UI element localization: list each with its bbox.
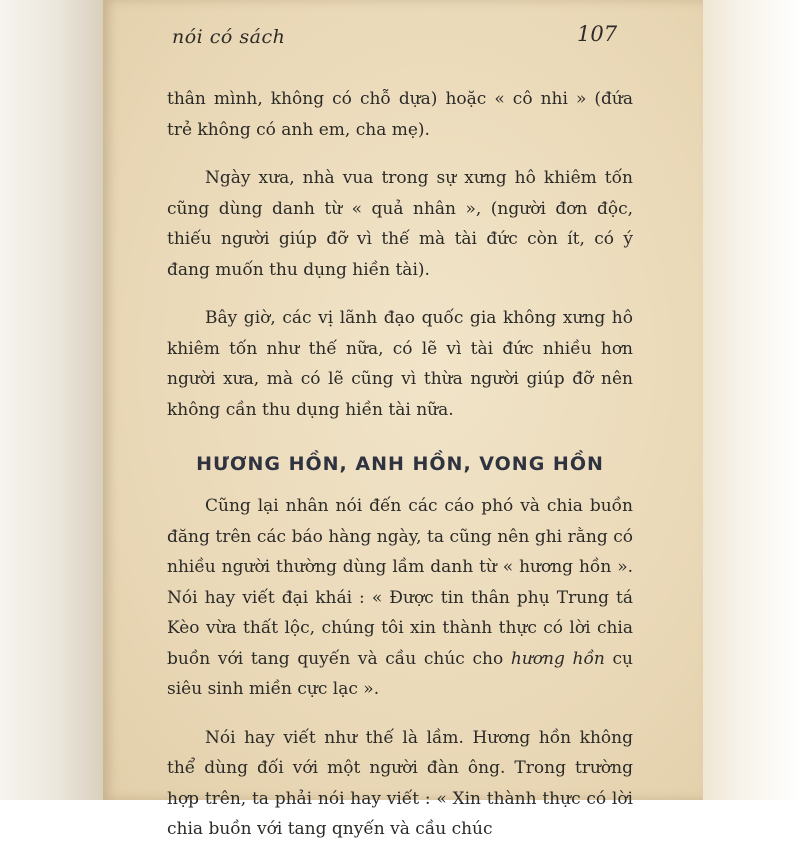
background-left (0, 0, 103, 800)
paragraph-4-italic-term: hương hồn (510, 648, 605, 669)
paragraph-3: Bây giờ, các vị lãnh đạo quốc gia không xưng hô khiêm tốn như thế nữa, có lẽ vì tài đức nhiều hơn người xưa, mà có lẽ cũng vì thừa người giúp đỡ nên không cần thu dụng hiền tài nữa. (167, 308, 633, 420)
paragraph-4 (167, 491, 633, 705)
section-title: HƯƠNG HỒN, ANH HỒN, VONG HỒN (196, 453, 604, 475)
running-head: nói có sách (172, 26, 286, 48)
paragraph-1: thân mình, không có chỗ dựa) hoặc « cô nhi » (đứa trẻ không có anh em, cha mẹ). (167, 89, 633, 140)
paragraph-2: Ngày xưa, nhà vua trong sự xưng hô khiêm tốn cũng dùng danh từ « quả nhân », (người đơn độc, thiếu người giúp đỡ vì thế mà tài đức còn ít, có ý đang muốn thu dụng hiền tài). (167, 168, 633, 280)
page-body (167, 84, 633, 863)
background-right (702, 0, 800, 800)
paragraph-5: Nói hay viết như thế là lầm. Hương hồn không thể dùng đối với một người đàn ông. Trong trường hợp trên, ta phải nói hay viết : « Xin thành thực có lời chia buồn với tang qnyến và cầu chúc (167, 727, 633, 839)
paragraph-4-text-end: cụ siêu sinh miền cực lạc ». (167, 648, 633, 699)
paragraph-4-text: Cũng lại nhân nói đến các cáo phó và chia buồn đăng trên các báo hàng ngày, ta cũng nên ghi rằng có nhiều người thường dùng lầm danh từ « hương hồn ». Nói hay viết đại khái : « Được tin thân phụ Trung tá Kèo vừa thất lộc, chúng tôi xin thành thực có lời chia buồn với tang quyến và cầu chúc cho (167, 496, 633, 669)
page-number: 107 (577, 22, 618, 46)
book-page (103, 0, 703, 839)
